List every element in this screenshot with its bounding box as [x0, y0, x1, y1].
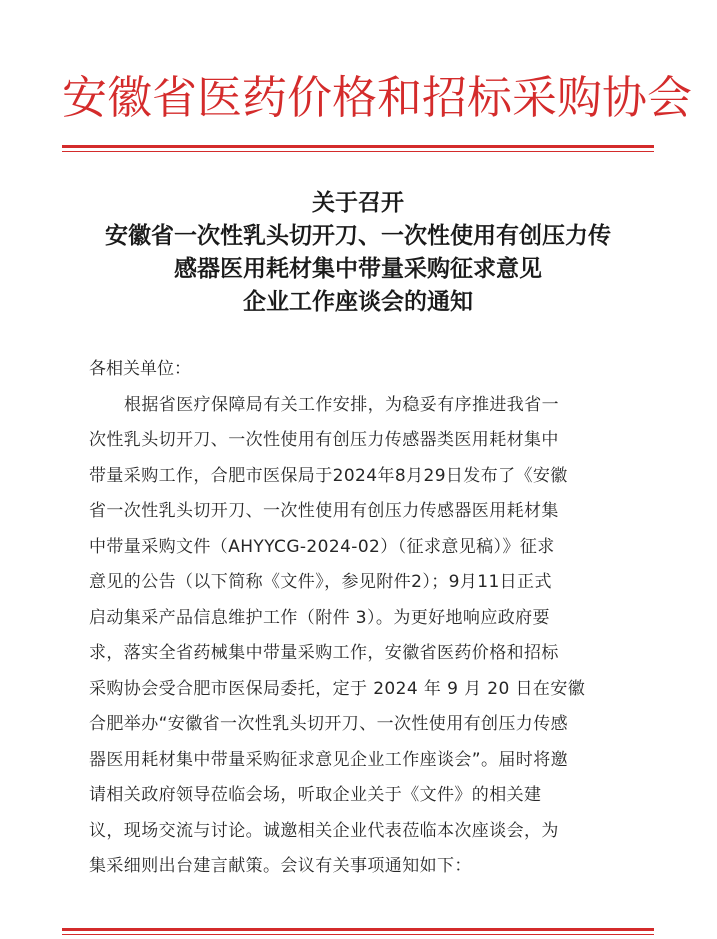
paragraph-line: 中带量采购文件（AHYYCG-2024-02）（征求意见稿）》征求	[89, 536, 555, 557]
notice-title-line: 关于召开	[312, 189, 404, 216]
letterhead-divider-thick	[62, 145, 654, 148]
paragraph-line: 意见的公告（以下简称《文件》，参见附件2）；9月11日正式	[89, 572, 552, 592]
notice-body	[89, 352, 629, 885]
paragraph-line: 求，落实全省药械集中带量采购工作，安徽省医药价格和招标	[89, 643, 559, 663]
notice-title-line: 企业工作座谈会的通知	[243, 288, 473, 315]
footer-divider-thin	[62, 934, 654, 935]
paragraph-line: 次性乳头切开刀、一次性使用有创压力传感器类医用耗材集中	[89, 430, 559, 450]
salutation: 各相关单位：	[89, 359, 191, 379]
paragraph-line: 请相关政府领导莅临会场，听取企业关于《文件》的相关建	[89, 785, 542, 805]
footer-divider-thick	[62, 928, 654, 931]
letterhead-org-name: 安徽省医药价格和招标采购协会	[62, 71, 693, 124]
paragraph-line: 集采细则出台建言献策。会议有关事项通知如下：	[89, 856, 472, 876]
notice-title-line: 感器医用耗材集中带量采购征求意见	[174, 255, 542, 282]
letterhead-divider-thin	[62, 151, 654, 152]
notice-title-line: 安徽省一次性乳头切开刀、一次性使用有创压力传	[105, 222, 611, 249]
paragraph-line: 议，现场交流与讨论。诚邀相关企业代表莅临本次座谈会，为	[89, 820, 559, 841]
paragraph-line: 器医用耗材集中带量采购征求意见企业工作座谈会”。届时将邀	[89, 749, 569, 770]
paragraph-line: 采购协会受合肥市医保局委托，定于 2024 年 9 月 20 日在安徽	[89, 678, 586, 699]
paragraph-line: 合肥举办“安徽省一次性乳头切开刀、一次性使用有创压力传感	[89, 714, 569, 734]
paragraph-line: 启动集采产品信息维护工作（附件 3）。为更好地响应政府要	[89, 607, 550, 628]
paragraph-line: 带量采购工作，合肥市医保局于2024年8月29日发布了《安徽	[89, 465, 568, 486]
paragraph-line: 根据省医疗保障局有关工作安排，为稳妥有序推进我省一	[124, 394, 559, 415]
notice-title	[62, 186, 654, 318]
paragraph-line: 省一次性乳头切开刀、一次性使用有创压力传感器医用耗材集	[89, 501, 559, 521]
